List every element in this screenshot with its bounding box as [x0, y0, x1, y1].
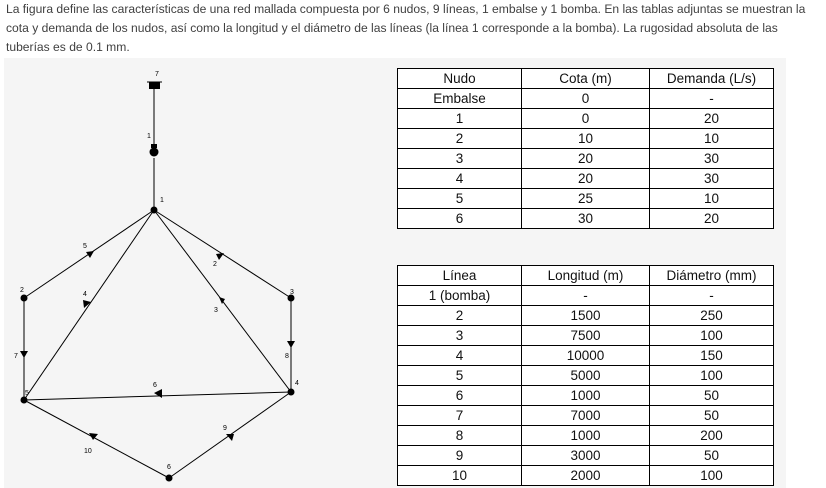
table-cell: 20	[650, 109, 774, 129]
table-cell: 8	[398, 426, 522, 446]
table-cell: 0	[522, 89, 650, 109]
table-cell: 6	[398, 386, 522, 406]
table-cell: 4	[398, 346, 522, 366]
label-node-1: 1	[160, 197, 164, 204]
table-cell: 100	[650, 326, 774, 346]
problem-statement: La figura define las características de una red mallada compuesta por 6 nudos, 9 líneas, 1 embalse y 1 bomba. En las tablas adjuntas se muestran la cota y demanda de los nudos, así como la longitud y el diámetro de las líneas (la línea 1 corresponde a la bomba). La rugosidad absoluta de las tuberías es de 0.1 mm.	[6, 2, 806, 54]
table-cell: 150	[650, 346, 774, 366]
table-cell: 25	[522, 189, 650, 209]
table-cell: 50	[650, 406, 774, 426]
pipe-line-10	[24, 400, 169, 478]
table-cell: 5	[398, 366, 522, 386]
column-header: Demanda (L/s)	[650, 69, 774, 89]
table-cell: 1	[398, 109, 522, 129]
table-cell: 1000	[522, 426, 650, 446]
column-header: Línea	[398, 266, 522, 286]
lines-table	[397, 265, 774, 486]
table-cell: 10	[522, 129, 650, 149]
table-row	[398, 89, 774, 109]
table-cell: 2000	[522, 466, 650, 486]
table-cell: 3	[398, 326, 522, 346]
table-header-row	[398, 266, 774, 286]
arrow-line-2	[216, 253, 224, 260]
label-line-9: 9	[223, 425, 227, 432]
table-row	[398, 129, 774, 149]
label-node-7: 7	[155, 71, 159, 78]
table-cell: 100	[650, 366, 774, 386]
table-cell: 100	[650, 466, 774, 486]
node-1-dot	[151, 207, 158, 214]
column-header: Longitud (m)	[522, 266, 650, 286]
label-node-6: 6	[167, 464, 171, 471]
table-cell: 9	[398, 446, 522, 466]
table-cell: 0	[522, 109, 650, 129]
pipe-line-4	[24, 210, 154, 400]
node-4-dot	[288, 389, 295, 396]
table-row	[398, 286, 774, 306]
table-cell: 10000	[522, 346, 650, 366]
pump-icon	[150, 144, 159, 157]
node-2-dot	[21, 295, 28, 302]
table-cell: 30	[650, 149, 774, 169]
table-cell: 50	[650, 446, 774, 466]
table-cell: 1 (bomba)	[398, 286, 522, 306]
table-header-row	[398, 69, 774, 89]
table-row	[398, 446, 774, 466]
label-node-5: 5	[25, 390, 29, 397]
table-cell: 250	[650, 306, 774, 326]
arrow-line-6	[154, 389, 162, 398]
table-cell: 50	[650, 386, 774, 406]
table-cell: 4	[398, 169, 522, 189]
table-cell: 7	[398, 406, 522, 426]
label-line-2: 2	[213, 261, 217, 268]
arrow-line-8	[287, 341, 295, 348]
table-cell: 6	[398, 209, 522, 229]
label-line-10: 10	[84, 448, 92, 455]
table-cell: Embalse	[398, 89, 522, 109]
table-row	[398, 169, 774, 189]
table-cell: 2	[398, 129, 522, 149]
reservoir-icon	[147, 82, 162, 89]
table-row	[398, 426, 774, 446]
label-line-3: 3	[214, 307, 218, 314]
table-cell: 7000	[522, 406, 650, 426]
label-node-4: 4	[295, 380, 299, 387]
table-cell: 1000	[522, 386, 650, 406]
label-line-5: 5	[83, 243, 87, 250]
table-cell: 10	[650, 129, 774, 149]
table-cell: -	[522, 286, 650, 306]
table-cell: 10	[398, 466, 522, 486]
table-row	[398, 149, 774, 169]
table-cell: 30	[650, 169, 774, 189]
table-cell: 5	[398, 189, 522, 209]
table-cell: 10	[650, 189, 774, 209]
table-cell: 3	[398, 149, 522, 169]
table-row	[398, 386, 774, 406]
nodes-table	[397, 68, 774, 229]
table-cell: 1500	[522, 306, 650, 326]
table-row	[398, 406, 774, 426]
table-cell: 20	[522, 149, 650, 169]
table-row	[398, 209, 774, 229]
table-row	[398, 366, 774, 386]
table-row	[398, 306, 774, 326]
arrow-line-7	[20, 351, 28, 358]
table-row	[398, 189, 774, 209]
node-6-dot	[166, 475, 173, 482]
label-line-8: 8	[285, 353, 289, 360]
table-cell: 30	[522, 209, 650, 229]
table-cell: -	[650, 286, 774, 306]
column-header: Cota (m)	[522, 69, 650, 89]
table-cell: 7500	[522, 326, 650, 346]
table-row	[398, 466, 774, 486]
table-cell: 20	[650, 209, 774, 229]
network-diagram	[4, 58, 394, 488]
column-header: Diámetro (mm)	[650, 266, 774, 286]
table-row	[398, 109, 774, 129]
table-cell: 5000	[522, 366, 650, 386]
table-cell: 200	[650, 426, 774, 446]
label-line-7: 7	[14, 353, 18, 360]
column-header: Nudo	[398, 69, 522, 89]
node-5-dot	[21, 397, 28, 404]
table-cell: -	[650, 89, 774, 109]
label-line-1: 1	[147, 133, 151, 140]
label-line-6: 6	[153, 382, 157, 389]
table-row	[398, 346, 774, 366]
arrow-line-5	[86, 251, 94, 258]
label-node-3: 3	[290, 289, 294, 296]
table-cell: 3000	[522, 446, 650, 466]
table-cell: 20	[522, 169, 650, 189]
label-line-4: 4	[83, 291, 87, 298]
content-panel	[4, 58, 786, 488]
table-cell: 2	[398, 306, 522, 326]
table-row	[398, 326, 774, 346]
label-node-2: 2	[20, 287, 24, 294]
